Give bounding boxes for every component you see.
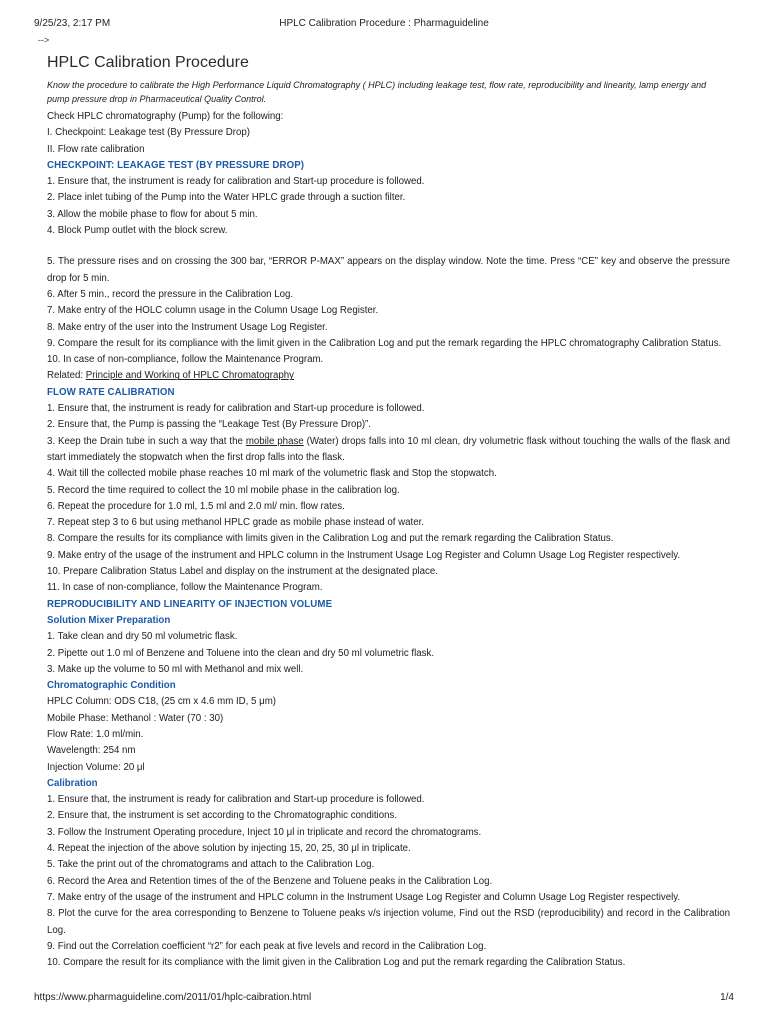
flow-step: 1. Ensure that, the instrument is ready for calibration and Start-up procedure is followed.	[47, 403, 425, 415]
check-line: II. Flow rate calibration	[47, 143, 145, 155]
leak-step: 3. Allow the mobile phase to flow for about 5 min.	[47, 208, 258, 220]
leak-step: 7. Make entry of the HOLC column usage in the Column Usage Log Register.	[47, 305, 379, 317]
flow-step: 8. Compare the results for its compliance with limits given in the Calibration Log and put the remark regarding the Calibration Status.	[47, 533, 614, 545]
stray-text: -->	[38, 35, 50, 45]
cal-step: 2. Ensure that, the instrument is set according to the Chromatographic conditions.	[47, 810, 398, 822]
flow-step: 10. Prepare Calibration Status Label and display on the instrument at the designated place.	[47, 566, 438, 578]
flow-step: 2. Ensure that, the Pump is passing the “Leakage Test (By Pressure Drop)”.	[47, 419, 371, 431]
chrom-line: Wavelength: 254 nm	[47, 745, 136, 757]
chrom-line: Injection Volume: 20 μl	[47, 761, 145, 773]
print-page-title: HPLC Calibration Procedure : Pharmaguideline	[279, 18, 489, 29]
print-footer	[34, 991, 734, 1005]
check-line: Check HPLC chromatography (Pump) for the following:	[47, 111, 284, 122]
flow-step: 6. Repeat the procedure for 1.0 ml, 1.5 ml and 2.0 ml/ min. flow rates.	[47, 500, 345, 512]
cal-step: 3. Follow the Instrument Operating procedure, Inject 10 μl in triplicate and record the chromatograms.	[47, 826, 482, 838]
subheading-mixer: Solution Mixer Preparation	[47, 614, 171, 626]
leak-step: 2. Place inlet tubing of the Pump into the Water HPLC grade through a suction filter.	[47, 192, 406, 204]
subheading-chrom: Chromatographic Condition	[47, 680, 176, 692]
section-heading-flow: FLOW RATE CALIBRATION	[47, 386, 175, 398]
article-intro: Know the procedure to calibrate the High Performance Liquid Chromatography ( HPLC) including leakage test, flow rate, reproducibility and linearity, lamp energy and pump pressure drop in Pharmaceutical Quality Control.	[47, 80, 707, 104]
article	[47, 53, 730, 971]
cal-step: 5. Take the print out of the chromatograms and attach to the Calibration Log.	[47, 859, 375, 871]
mixer-step: 1. Take clean and dry 50 ml volumetric flask.	[47, 631, 238, 643]
cal-step: 1. Ensure that, the instrument is ready for calibration and Start-up procedure is followed.	[47, 794, 425, 806]
leak-step: 4. Block Pump outlet with the block screw.	[47, 225, 228, 237]
leak-step: 5. The pressure rises and on crossing the 300 bar, “ERROR P-MAX” appears on the display window. Note the time. Press “CE” key and observe the pressure drop for 5 min.	[47, 256, 730, 284]
related-label: Related:	[47, 370, 86, 382]
cal-step: 7. Make entry of the usage of the instrument and HPLC column in the Instrument Usage Log Register and Column Usage Log Register respectively.	[47, 891, 681, 903]
flow-step-text: 3. Keep the Drain tube in such a way that the	[47, 435, 246, 447]
check-line: I. Checkpoint: Leakage test (By Pressure Drop)	[47, 127, 250, 139]
print-header	[34, 17, 734, 31]
flow-step: 4. Wait till the collected mobile phase reaches 10 ml mark of the volumetric flask and Stop the stopwatch.	[47, 468, 497, 480]
flow-step: 7. Repeat step 3 to 6 but using methanol HPLC grade as mobile phase instead of water.	[47, 517, 424, 529]
flow-step: 9. Make entry of the usage of the instrument and HPLC column in the Instrument Usage Log Register and Column Usage Log Register respectively.	[47, 549, 681, 561]
leak-step: 1. Ensure that, the instrument is ready for calibration and Start-up procedure is followed.	[47, 176, 425, 188]
mixer-step: 3. Make up the volume to 50 ml with Methanol and mix well.	[47, 663, 304, 675]
cal-step: 6. Record the Area and Retention times of the of the Benzene and Toluene peaks in the Calibration Log.	[47, 875, 493, 887]
subheading-calibration: Calibration	[47, 777, 98, 789]
cal-step: 9. Find out the Correlation coefficient “r2” for each peak at five levels and record in the Calibration Log.	[47, 940, 487, 952]
flow-step: 5. Record the time required to collect the 10 ml mobile phase in the calibration log.	[47, 484, 400, 496]
section-heading-repro: REPRODUCIBILITY AND LINEARITY OF INJECTION VOLUME	[47, 598, 333, 610]
print-datetime: 9/25/23, 2:17 PM	[34, 18, 111, 29]
print-page-number: 1/4	[720, 992, 734, 1003]
flow-step: 11. In case of non-compliance, follow the Maintenance Program.	[47, 582, 323, 594]
mixer-step: 2. Pipette out 1.0 ml of Benzene and Toluene into the clean and dry 50 ml volumetric flask.	[47, 647, 435, 659]
section-heading-leak: CHECKPOINT: LEAKAGE TEST (BY PRESSURE DROP)	[47, 159, 305, 171]
flow-step	[47, 434, 730, 467]
chrom-line: Mobile Phase: Methanol : Water (70 : 30)	[47, 712, 224, 724]
mobile-phase-link[interactable]: mobile phase	[245, 435, 304, 447]
leak-step: 9. Compare the result for its compliance with the limit given in the Calibration Log and put the remark regarding the HPLC chromatography Calibration Status.	[47, 337, 722, 349]
chrom-line: HPLC Column: ODS C18, (25 cm x 4.6 mm ID, 5 μm)	[47, 696, 276, 708]
cal-step: 4. Repeat the injection of the above solution by injecting 15, 20, 25, 30 μl in triplicate.	[47, 843, 411, 855]
related-link[interactable]: Principle and Working of HPLC Chromatography	[85, 370, 294, 382]
article-title: HPLC Calibration Procedure	[47, 54, 249, 71]
chrom-line: Flow Rate: 1.0 ml/min.	[47, 728, 144, 740]
leak-step: 10. In case of non-compliance, follow the Maintenance Program.	[47, 354, 324, 366]
cal-step: 8. Plot the curve for the area corresponding to Benzene to Toluene peaks v/s injection volume, Find out the RSD (reproducibility) and record in the Calibration Log.	[47, 908, 730, 936]
related-line	[47, 368, 730, 384]
print-url: https://www.pharmaguideline.com/2011/01/hplc-caibration.html	[34, 992, 312, 1003]
paragraph-spacer	[47, 239, 730, 254]
leak-step: 8. Make entry of the user into the Instrument Usage Log Register.	[47, 321, 328, 333]
cal-step: 10. Compare the result for its compliance with the limit given in the Calibration Log and put the remark regarding the Calibration Status.	[47, 957, 626, 969]
leak-step: 6. After 5 min., record the pressure in the Calibration Log.	[47, 288, 294, 300]
flow-step-text: (Water) drops falls into 10 ml clean, dry volumetric flask without touching the walls of the flask and start immediately the stopwatch when the first drop falls into the flask.	[47, 435, 731, 463]
